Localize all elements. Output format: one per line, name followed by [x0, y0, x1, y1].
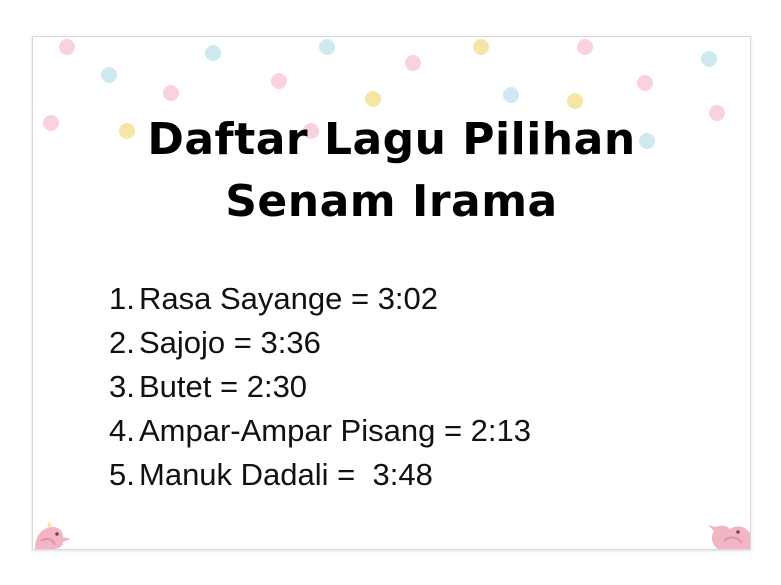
- dot: [567, 93, 583, 109]
- dot: [101, 67, 117, 83]
- song-text: Manuk Dadali = 3:48: [139, 457, 433, 492]
- list-number: 2.: [109, 325, 135, 360]
- list-item: [109, 453, 531, 497]
- dot: [473, 39, 489, 55]
- title-line-1: Daftar Lagu Pilihan: [147, 114, 636, 165]
- dot: [405, 55, 421, 71]
- dot: [365, 91, 381, 107]
- title-line-2: Senam Irama: [225, 176, 558, 227]
- song-text: Rasa Sayange = 3:02: [139, 281, 439, 316]
- song-list: [109, 277, 531, 497]
- dot: [701, 51, 717, 67]
- dot: [503, 87, 519, 103]
- list-item: [109, 409, 531, 453]
- dot: [637, 75, 653, 91]
- list-number: 5.: [109, 457, 135, 492]
- slide-title: [33, 109, 750, 233]
- dot: [577, 39, 593, 55]
- bird-right-icon: [698, 519, 750, 549]
- dot: [319, 39, 335, 55]
- dot: [163, 85, 179, 101]
- list-number: 4.: [109, 413, 135, 448]
- list-item: [109, 321, 531, 365]
- list-item: [109, 277, 531, 321]
- list-number: 1.: [109, 281, 135, 316]
- bird-left-icon: [33, 515, 73, 549]
- song-text: Butet = 2:30: [139, 369, 308, 404]
- dot: [271, 73, 287, 89]
- dot: [59, 39, 75, 55]
- slide: [32, 36, 751, 550]
- song-text: Ampar-Ampar Pisang = 2:13: [139, 413, 531, 448]
- list-item: [109, 365, 531, 409]
- dot: [205, 45, 221, 61]
- song-text: Sajojo = 3:36: [139, 325, 321, 360]
- list-number: 3.: [109, 369, 135, 404]
